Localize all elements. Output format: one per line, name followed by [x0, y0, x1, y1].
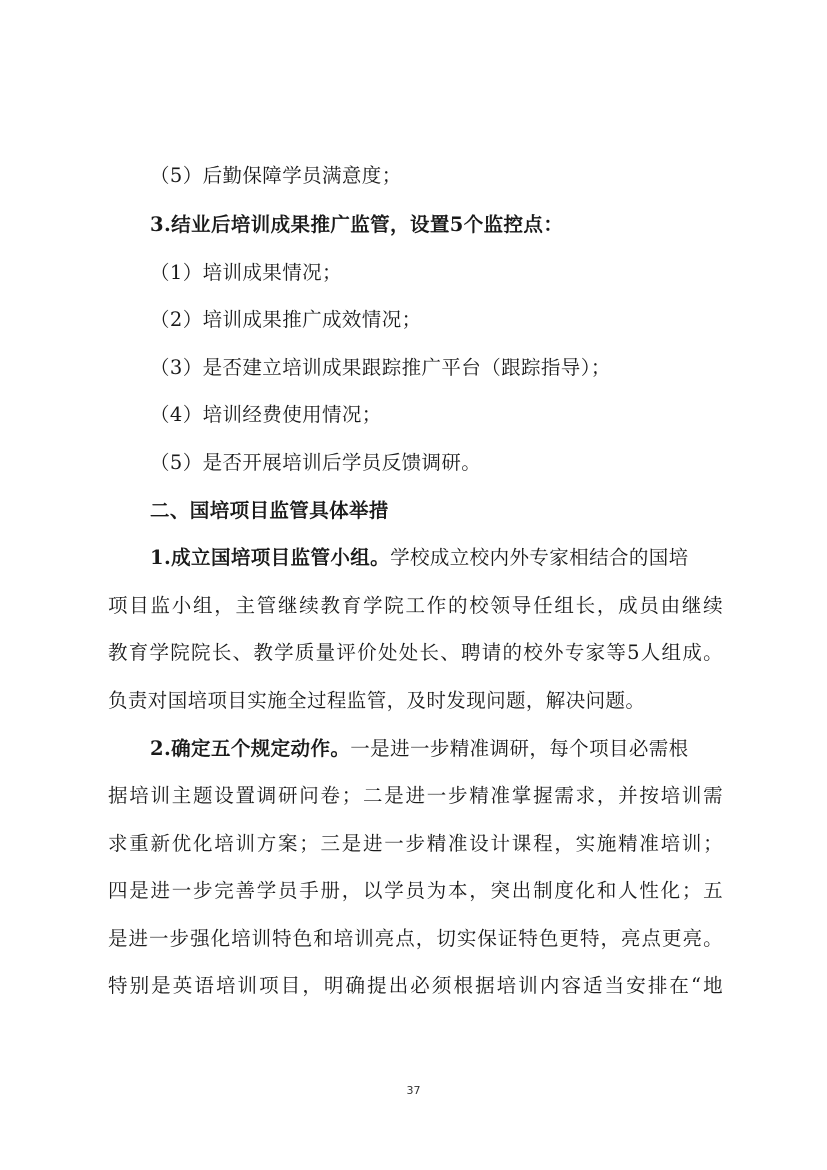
paragraph-line: 负责对国培项目实施全过程监管，及时发现问题，解决问题。	[108, 689, 646, 712]
paragraph-line: 1.成立国培项目监管小组。学校成立校内外专家相结合的国培	[150, 546, 689, 569]
paragraph-line: 四是进一步完善学员手册，以学员为本，突出制度化和人性化；五	[108, 879, 723, 902]
paragraph-lead: 2.确定五个规定动作。	[150, 737, 351, 760]
paragraph-line: 是进一步强化培训特色和培训亮点，切实保证特色更特，亮点更亮。	[108, 927, 723, 950]
list-item-results-promotion: （2）培训成果推广成效情况；	[150, 308, 422, 331]
paragraph-lead: 1.成立国培项目监管小组。	[150, 546, 391, 569]
paragraph-line: 求重新优化培训方案；三是进一步精准设计课程，实施精准培训；	[108, 832, 723, 855]
paragraph-line: 特别是英语培训项目，明确提出必须根据培训内容适当安排在“地	[108, 974, 723, 997]
section-heading-measures: 二、国培项目监管具体举措	[150, 499, 389, 522]
paragraph-line: 据培训主题设置调研问卷；二是进一步精准掌握需求，并按培训需	[108, 784, 723, 807]
page-number: 37	[406, 1084, 421, 1097]
list-item-training-results: （1）培训成果情况；	[150, 261, 342, 284]
paragraph-line: 教育学院院长、教学质量评价处处长、聘请的校外专家等5人组成。	[108, 641, 723, 664]
list-item-feedback-survey: （5）是否开展培训后学员反馈调研。	[150, 451, 482, 474]
section-heading-post-training-monitoring: 3.结业后培训成果推广监管，设置5个监控点：	[150, 213, 564, 236]
list-item-funding-usage: （4）培训经费使用情况；	[150, 403, 382, 426]
paragraph-line: 2.确定五个规定动作。一是进一步精准调研，每个项目必需根	[150, 737, 689, 760]
paragraph-line: 项目监小组，主管继续教育学院工作的校领导任组长，成员由继续	[108, 594, 723, 617]
list-item-logistics-satisfaction: （5）后勤保障学员满意度；	[150, 164, 402, 187]
list-item-tracking-platform: （3）是否建立培训成果跟踪推广平台（跟踪指导）；	[150, 356, 611, 379]
